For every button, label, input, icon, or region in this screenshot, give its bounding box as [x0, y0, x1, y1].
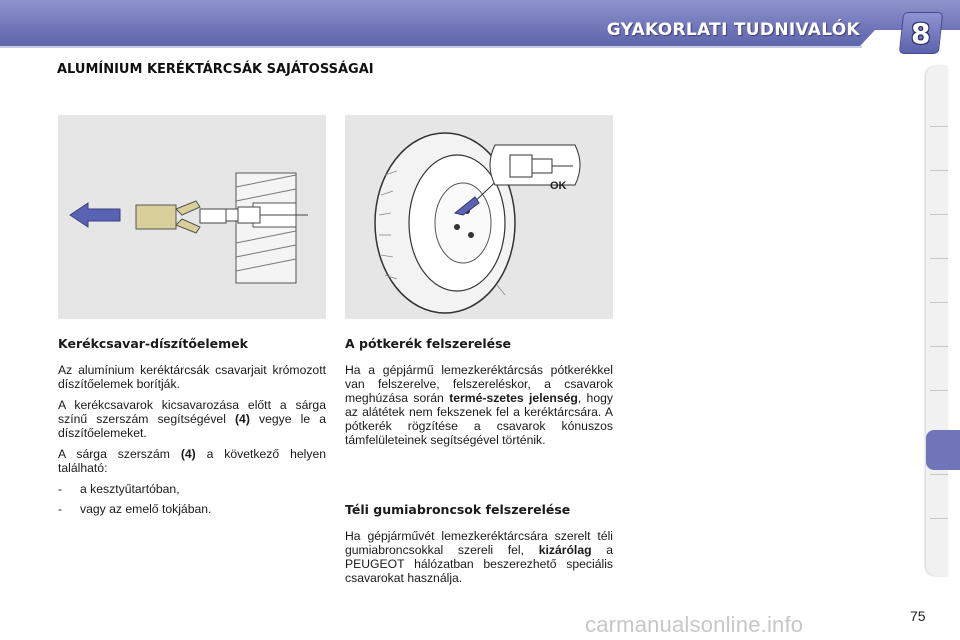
- chapter-number: 8: [911, 16, 931, 50]
- list-item: - vagy az emelő tokjában.: [58, 502, 212, 516]
- chapter-title: GYAKORLATI TUDNIVALÓK: [606, 20, 860, 40]
- right-column: [345, 337, 613, 454]
- ok-label: OK: [550, 180, 567, 192]
- figure-spare-wheel: [345, 115, 613, 319]
- trim-removal-illustration: [58, 115, 326, 319]
- heading-spare-wheel: A pótkerék felszerelése: [345, 336, 512, 351]
- list-item: - a kesztyűtartóban,: [58, 482, 180, 496]
- section-title: ALUMÍNIUM KERÉKTÁRCSÁK SAJÁTOSSÁGAI: [57, 62, 374, 77]
- paragraph-3: A sárga szerszám (4) a következő helyen található:: [58, 447, 326, 475]
- chapter-tab-active[interactable]: [926, 430, 960, 470]
- figure-trim-removal: [58, 115, 326, 319]
- spare-wheel-illustration: [345, 115, 613, 319]
- paragraph-spare-wheel: Ha a gépjármű lemezkeréktárcsás pótkerékkel van felszerelve, felszereléskor, a csavarok meghúzása során termé-szetes jelenség, hogy az alátétek nem fekszenek fel a keréktárcsára. A pótkerék rögzítése a csavarok kónuszos támfelületeinek segítségével történik.: [345, 363, 613, 447]
- left-column: [58, 337, 326, 522]
- bolt-detail: [490, 145, 580, 192]
- paragraph-1: Az alumínium keréktárcsák csavarjait krómozott díszítőelemek borítják.: [58, 363, 326, 391]
- paragraph-winter-tyres: Ha gépjárművét lemezkeréktárcsára szerelt téli gumiabroncsokkal szereli fel, kizárólag a PEUGEOT hálózatban beszerezhető speciális csavarokat használja.: [345, 529, 613, 585]
- paragraph-2: A kerékcsavarok kicsavarozása előtt a sárga színű szerszám segítségével (4) vegye le a díszítőelemeket.: [58, 398, 326, 440]
- page-number: 75: [910, 608, 926, 624]
- chapter-badge: [899, 12, 943, 54]
- direction-arrow-icon: [70, 203, 120, 227]
- watermark: carmanualsonline.info: [585, 612, 804, 637]
- right-column-2: [345, 503, 613, 592]
- trim-cap: [200, 209, 226, 223]
- chapter-tabs: [926, 66, 948, 576]
- heading-winter-tyres: Téli gumiabroncsok felszerelése: [345, 502, 571, 517]
- heading-bolt-trims: Kerékcsavar-díszítőelemek: [58, 336, 248, 351]
- wheel-hub-section: [236, 173, 296, 283]
- yellow-tool: [136, 201, 200, 233]
- header-divider: [0, 46, 862, 48]
